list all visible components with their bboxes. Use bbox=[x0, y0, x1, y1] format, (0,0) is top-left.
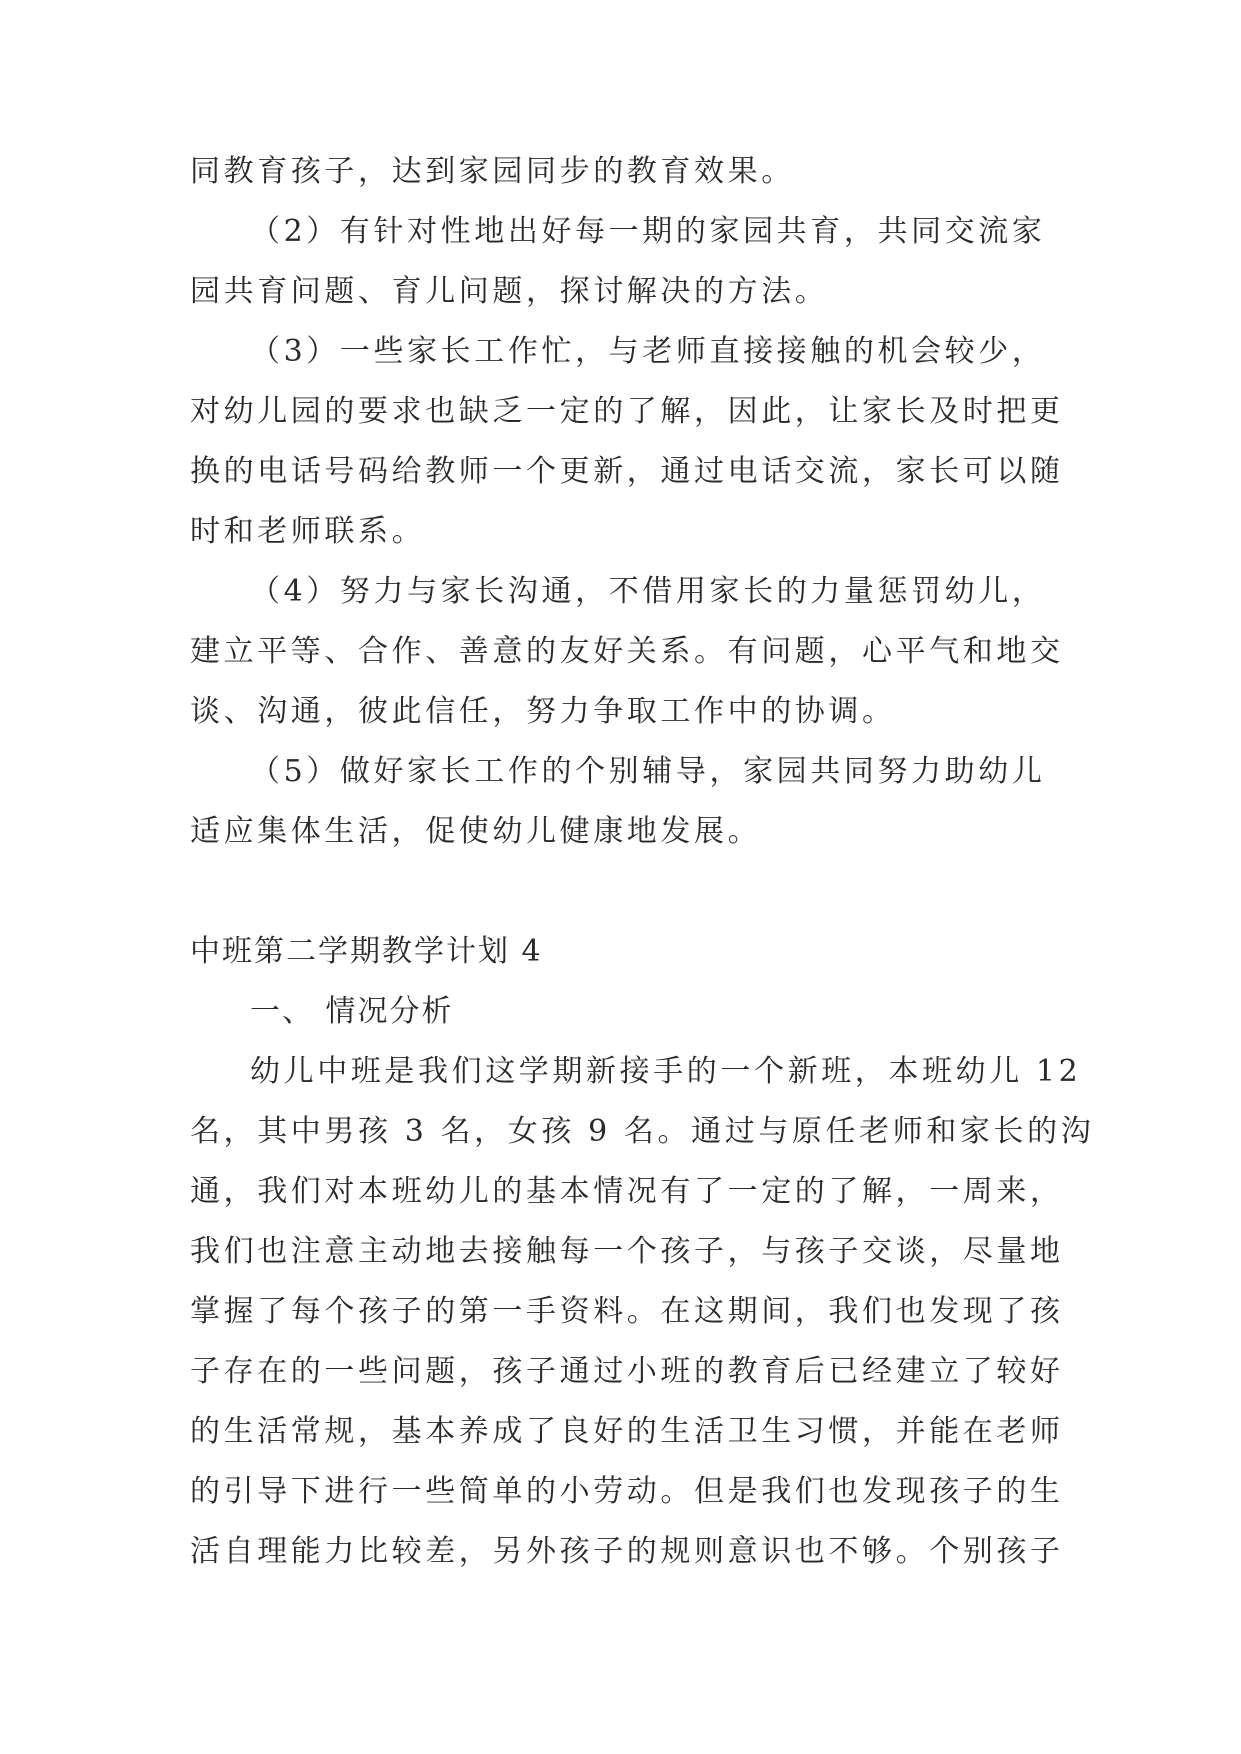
text-line: 谈、沟通，彼此信任，努力争取工作中的协调。 bbox=[190, 694, 896, 729]
paragraph-continuation bbox=[190, 152, 1060, 192]
paragraph-item-4 bbox=[190, 572, 1064, 732]
paragraph-analysis bbox=[190, 1052, 1095, 1572]
text-line: 幼儿中班是我们这学期新接手的一个新班，本班幼儿 12 bbox=[250, 1054, 1082, 1089]
text-line: 子存在的一些问题，孩子通过小班的教育后已经建立了较好 bbox=[190, 1354, 1064, 1389]
text-line: 建立平等、合作、善意的友好关系。有问题，心平气和地交 bbox=[190, 634, 1064, 669]
text-line: 对幼儿园的要求也缺乏一定的了解，因此，让家长及时把更 bbox=[190, 394, 1064, 429]
text-line: 同教育孩子，达到家园同步的教育效果。 bbox=[190, 154, 795, 189]
paragraph-item-5 bbox=[190, 752, 1060, 852]
text-line: 掌握了每个孩子的第一手资料。在这期间，我们也发现了孩 bbox=[190, 1294, 1064, 1329]
paragraph-item-3 bbox=[190, 332, 1064, 552]
text-line: 名，其中男孩 3 名，女孩 9 名。通过与原任老师和家长的沟 bbox=[190, 1114, 1095, 1149]
text-line: （3）一些家长工作忙，与老师直接接触的机会较少， bbox=[250, 334, 1046, 369]
subsection-title: 一、 情况分析 bbox=[250, 994, 454, 1029]
text-line: 时和老师联系。 bbox=[190, 514, 426, 549]
text-line: （4）努力与家长沟通，不借用家长的力量惩罚幼儿， bbox=[250, 574, 1046, 609]
section-title: 中班第二学期教学计划 4 bbox=[190, 934, 543, 969]
text-line: 的生活常规，基本养成了良好的生活卫生习惯，并能在老师 bbox=[190, 1414, 1064, 1449]
text-line: 的引导下进行一些简单的小劳动。但是我们也发现孩子的生 bbox=[190, 1474, 1064, 1509]
paragraph-item-2 bbox=[190, 212, 1060, 312]
text-line: 我们也注意主动地去接触每一个孩子，与孩子交谈，尽量地 bbox=[190, 1234, 1064, 1269]
text-line: 适应集体生活，促使幼儿健康地发展。 bbox=[190, 814, 762, 849]
text-line: （5）做好家长工作的个别辅导，家园共同努力助幼儿 bbox=[250, 754, 1046, 789]
text-line: 通，我们对本班幼儿的基本情况有了一定的了解，一周来， bbox=[190, 1174, 1064, 1209]
section-spacer bbox=[190, 872, 1060, 932]
text-line: 换的电话号码给教师一个更新，通过电话交流，家长可以随 bbox=[190, 454, 1064, 489]
text-line: 园共育问题、育儿问题，探讨解决的方法。 bbox=[190, 274, 829, 309]
document-body bbox=[190, 152, 1095, 1592]
text-line: （2）有针对性地出好每一期的家园共育，共同交流家 bbox=[250, 214, 1046, 249]
text-line: 活自理能力比较差，另外孩子的规则意识也不够。个别孩子 bbox=[190, 1534, 1064, 1569]
